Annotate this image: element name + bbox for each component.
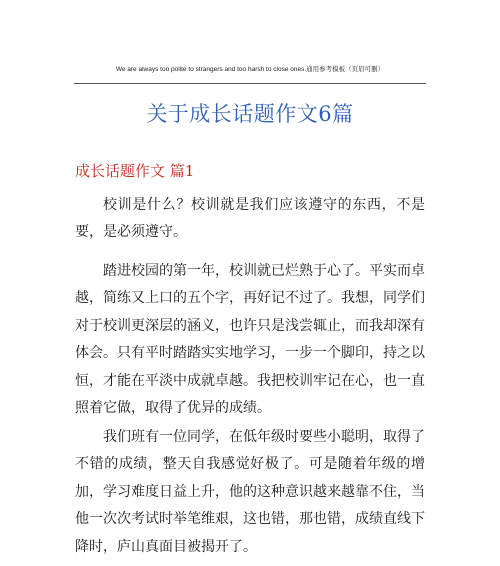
document-title: 关于成长话题作文6篇: [146, 102, 354, 126]
paragraph-2: 踏进校园的第一年，校训就已烂熟于心了。平实而卓越，简练又上口的五个字，再好记不过了。我想，同学们对于校训更深层的涵义，也许只是浅尝辄止，而我却深有体会。只有平时踏踏实实地学习，一步一个脚印，持之以恒，才能在平淡中成就卓越。我把校训牢记在心，也一直照着它做，取得了优异的成绩。: [75, 263, 425, 417]
page-header-text: We are always too polite to strangers and too harsh to close ones.通用参考模板（页眉可删）: [115, 66, 385, 73]
section-heading: 成长话题作文 篇1: [75, 162, 195, 180]
paragraph-3: 我们班有一位同学，在低年级时要些小聪明，取得了不错的成绩，整天自我感觉好极了。可是随着年级的增加，学习难度日益上升，他的这种意识越来越靠不住，当他一次次考试时举笔维艰，这也错，那也错，成绩直线下降时，庐山真面目被揭开了。: [75, 429, 425, 555]
paragraph-1: 校训是什么？校训就是我们应该遵守的东西，不是要，是必须遵守。: [75, 197, 425, 241]
header-divider: [74, 83, 426, 84]
